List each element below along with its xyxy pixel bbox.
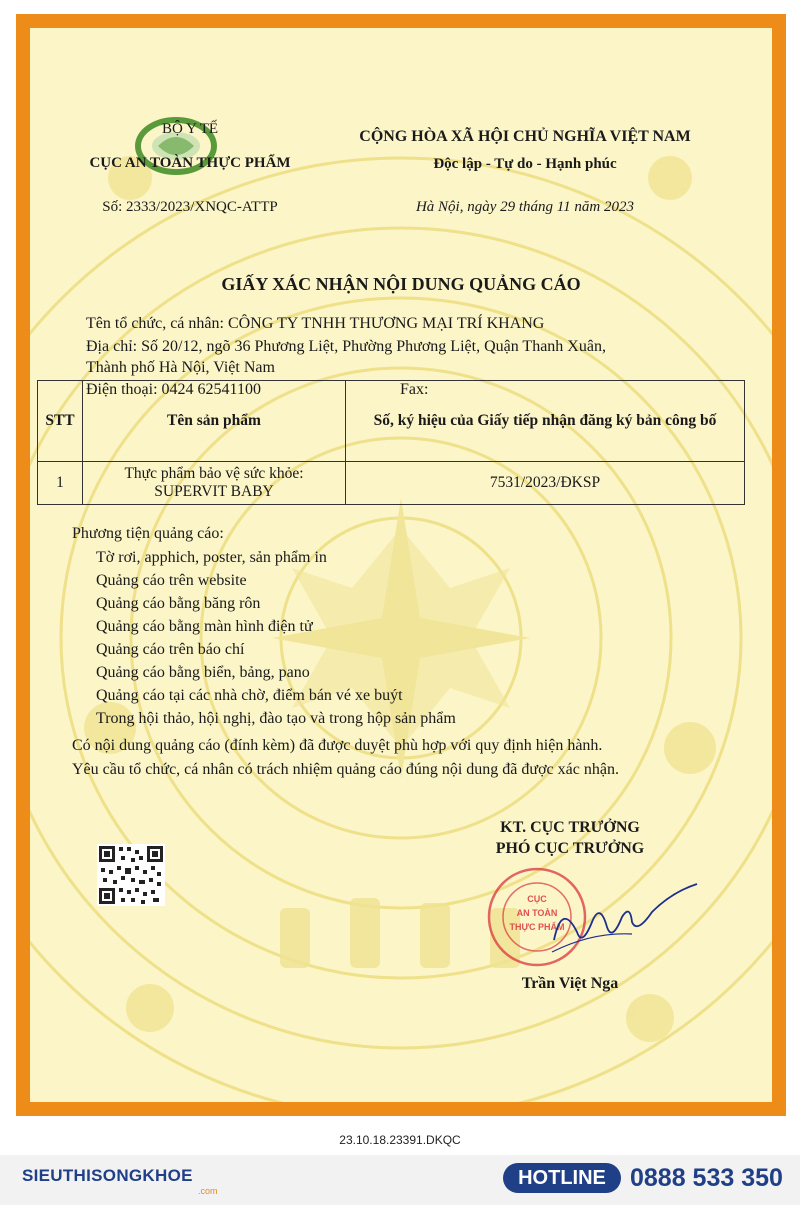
approval-statement: Có nội dung quảng cáo (đính kèm) đã được duyệt phù hợp với quy định hiện hành.: [72, 737, 603, 754]
org-address-2: Thành phố Hà Nội, Việt Nam: [86, 359, 275, 376]
list-item: Quảng cáo bằng biển, bảng, pano: [96, 664, 310, 681]
department-name: CỤC AN TOÀN THỰC PHẨM: [89, 155, 291, 171]
svg-text:THỰC PHẨM: THỰC PHẨM: [509, 922, 565, 932]
signer-role-1: KT. CỤC TRƯỞNG: [500, 819, 640, 836]
product-line-2: SUPERVIT BABY: [154, 483, 274, 500]
org-name: Tên tổ chức, cá nhân: CÔNG TY TNHH THƯƠNG MẠI TRÍ KHANG: [86, 315, 545, 332]
document-code: 23.10.18.23391.DKQC: [339, 1133, 461, 1147]
media-label: Phương tiện quảng cáo:: [72, 525, 224, 542]
cell-registration: 7531/2023/ĐKSP: [346, 462, 745, 505]
table-row: [38, 462, 745, 505]
list-item: Trong hội thảo, hội nghị, đào tạo và trong hộp sản phẩm: [96, 710, 456, 727]
responsibility-statement: Yêu cầu tổ chức, cá nhân có trách nhiệm quảng cáo đúng nội dung đã được xác nhận.: [72, 761, 619, 778]
list-item: Quảng cáo bằng băng rôn: [96, 595, 261, 612]
list-item: Quảng cáo trên website: [96, 572, 247, 589]
site-logo[interactable]: SIEUTHISONGKHOE: [22, 1166, 193, 1185]
list-item: Quảng cáo trên báo chí: [96, 641, 245, 658]
national-motto: Độc lập - Tự do - Hạnh phúc: [433, 156, 617, 172]
header-stt: STT: [38, 381, 83, 462]
list-item: Quảng cáo bằng màn hình điện tử: [96, 618, 313, 635]
cell-product: [83, 462, 346, 505]
org-fax: Fax:: [400, 381, 429, 398]
hotline-badge[interactable]: HOTLINE: [503, 1163, 621, 1193]
ministry-name: BỘ Y TẾ: [161, 121, 219, 137]
svg-text:AN TOÀN: AN TOÀN: [516, 908, 558, 918]
list-item: Tờ rơi, apphich, poster, sản phẩm in: [96, 549, 327, 566]
header-registration: Số, ký hiệu của Giấy tiếp nhận đăng ký bản công bố: [346, 381, 745, 462]
svg-text:CỤC: CỤC: [527, 894, 547, 904]
product-table: [37, 380, 745, 505]
place-date: Hà Nội, ngày 29 tháng 11 năm 2023: [415, 199, 635, 215]
media-list: [67, 546, 456, 730]
table-header-row: [38, 381, 745, 462]
document-title: GIẤY XÁC NHẬN NỘI DUNG QUẢNG CÁO: [221, 274, 581, 294]
signer-role-2: PHÓ CỤC TRƯỞNG: [495, 840, 645, 857]
site-logo-domain: .com: [198, 1186, 218, 1196]
official-stamp-and-signature: [482, 862, 712, 972]
org-phone: Điện thoại: 0424 62541100: [86, 381, 261, 398]
header-product: Tên sản phẩm: [83, 381, 346, 462]
list-item: Quảng cáo tại các nhà chờ, điểm bán vé xe buýt: [96, 687, 403, 704]
document-number: Số: 2333/2023/XNQC-ATTP: [102, 199, 278, 215]
signer-name: Trần Việt Nga: [521, 975, 619, 992]
product-line-1: Thực phẩm bảo vệ sức khỏe:: [124, 465, 304, 482]
hotline-number[interactable]: 0888 533 350: [630, 1164, 783, 1192]
cell-stt: 1: [38, 462, 83, 505]
org-address-1: Địa chỉ: Số 20/12, ngõ 36 Phương Liệt, Phường Phương Liệt, Quận Thanh Xuân,: [86, 338, 606, 355]
qr-code: [97, 844, 165, 906]
nation-title: CỘNG HÒA XÃ HỘI CHỦ NGHĨA VIỆT NAM: [359, 128, 691, 145]
